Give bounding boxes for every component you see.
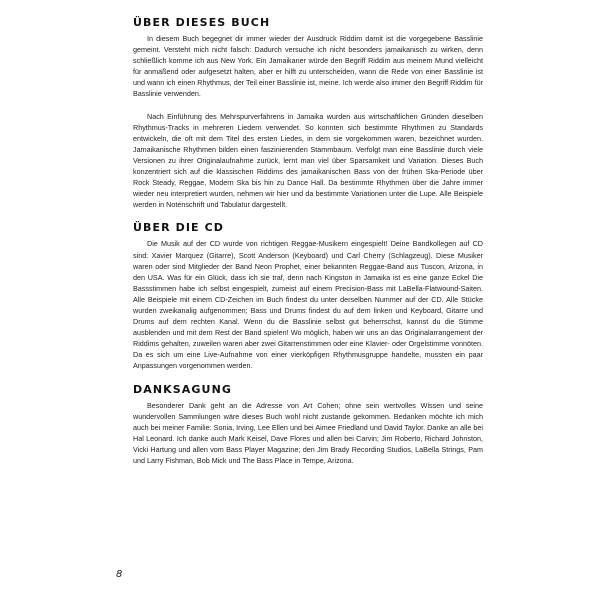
body-paragraph: Die Musik auf der CD wurde von richtigen Reggae-Musikern eingespielt! Deine Bandkollegen auf CD sind: Xavier Marquez (Gitarre), Scott Anderson (Keyboard) und Carl Cherry (Schlagzeug). Diese Musiker waren oder sind Mitglieder der Band Neon Prophet, einer bekannten Reggae-Band aus Tuscon, Arizona, in den USA. Was für ein Glück, dass ich sie traf, denn nach Kingston in Jamaika ist es eine ganze Eckel Die Bassstimmen habe ich selbst eingespielt, zumeist auf einem Precision-Bass mit LaBella-Flatwound-Saiten. Alle Beispiele mit einem CD-Zeichen im Buch findest du unter derselben Nummer auf der CD. Alle Stücke wurden zweikanalig aufgenommen; Bass und Drums findest du auf dem linken und Keyboard, Gitarre und Drums auf dem rechten Kanal. Wenn du die Basslinie selbst gut beherrschst, kannst du die Stimme ausblenden und mit dem Rest der Band spielen! Wo möglich, haben wir uns an das Originalarrangement der Riddims gehalten, zuweilen waren aber zwei Gitarrenstimmen oder eine Klavier- oder Orgelstimme vonnöten. Da es sich um eine Live-Aufnahme von einer vierköpfigen Rhythmusgruppe handelte, mussten ein paar Anpassungen vorgenommen werden. bbox=[133, 239, 483, 371]
body-paragraph: Besonderer Dank geht an die Adresse von Art Cohen; ohne sein wertvolles Wissen und seine wundervollen Sammlungen wäre dieses Buch wohl nicht zustande gekommen. Bedanken möchte ich mich auch bei meiner Familie: Sonia, Irving, Lee Ellen und bei Aimee Friedland und David Taylor. Danke an alle bei Hal Leonard. Ich danke auch Mark Keisel, Dave Flores und allen bei Carvin; Jim Roberto, Richard Johnston, Vicki Hartung und allen vom Bass Player Magazine; den Jim Brady Recording Studios, LaBella Strings, Pam und Larry Fishman, Bob Mick und The Bass Place in Tempe, Arizona. bbox=[133, 400, 483, 465]
section-about-cd bbox=[133, 221, 483, 371]
page-number: 8 bbox=[116, 569, 123, 580]
section-heading: ÜBER DIE CD bbox=[133, 221, 225, 235]
section-acknowledgements bbox=[133, 383, 483, 467]
page-content bbox=[133, 16, 483, 466]
section-heading: ÜBER DIESES BUCH bbox=[133, 16, 271, 29]
section-about-book bbox=[133, 16, 483, 210]
section-heading: DANKSAGUNG bbox=[133, 382, 233, 396]
body-paragraph: Nach Einführung des Mehrspurverfahrens in Jamaika wurden aus wirtschaftlichen Gründen dieselben Rhythmus-Tracks in mehreren Liedern verwendet. So konnten sich bestimmte Rhythmen zu Standards entwickeln, die oft mit dem Titel des ersten Liedes, in dem sie vorgekommen waren, bezeichnet wurden. Jamaikanische Rhythmen bilden einen faszinierenden Stammbaum. Verfolgt man eine Basslinie durch viele Versionen zu ihrer Originalaufnahme zurück, lernt man viel über Sparsamkeit und Variation. Dieses Buch konzentriert sich auf die klassischen Riddims des jamaikanischen Bass von der frühen Ska-Periode über Rock Steady, Reggae, Modern Ska bis hin zu Dance Hall. Da bestimmte Rhythmen über die Jahre immer wieder neu interpretiert wurden, nehmen wir hier und da bestimmte Variationen unter die Lupe. Alle Beispiele werden in Notenschrift und Tabulatur dargestellt. bbox=[133, 111, 483, 210]
body-paragraph: In diesem Buch begegnet dir immer wieder der Ausdruck Riddim damit ist die vorgegebene Basslinie gemeint. Versteht mich nicht falsch: Dadurch versuche ich nicht besonders jamaikanisch zu wirken, denn schließlich komme ich aus New York. Ein Jamaikaner würde den Begriff Riddim aus meinem Mund vielleicht für anmaßend oder aufgesetzt halten, aber er hilft zu unterscheiden, wann die Rede von einer Basslinie ist und wann ich einen Rhythmus, der Teil einer Basslinie ist, meine. Ich werde also immer den Begriff Riddim für Basslinie verwenden. bbox=[133, 34, 483, 99]
